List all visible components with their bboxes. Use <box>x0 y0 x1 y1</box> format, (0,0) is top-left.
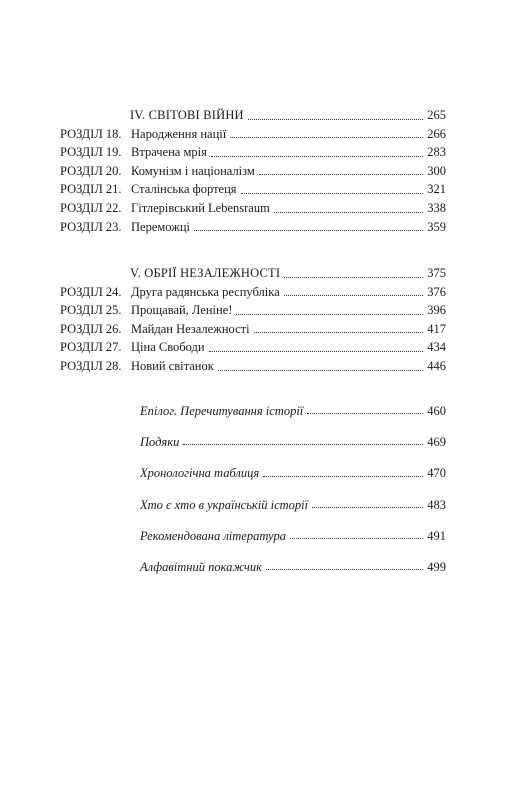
chapter-title: Новий світанок <box>131 358 214 373</box>
page-number: 417 <box>427 321 446 336</box>
chapter-number: РОЗДІЛ 25. <box>60 303 122 318</box>
page-number: 321 <box>427 182 446 197</box>
page-number: 469 <box>427 435 446 450</box>
toc-chapter-row <box>60 199 446 218</box>
extra-title: Епілог. Перечитування історії <box>140 404 304 418</box>
page-number: 265 <box>427 108 446 122</box>
part-title: V. ОБРІЇ НЕЗАЛЕЖНОСТІ <box>130 266 281 280</box>
toc-back-matter <box>140 396 446 583</box>
page-number: 375 <box>427 266 446 280</box>
page-number: 491 <box>427 528 446 543</box>
page-number: 483 <box>427 497 446 512</box>
extra-title: Алфавітний покажчик <box>140 559 262 574</box>
dot-leader <box>284 267 423 278</box>
chapter-number: РОЗДІЛ 23. <box>60 219 122 234</box>
page-number: 446 <box>427 358 446 373</box>
chapter-title: Ціна Свободи <box>131 340 205 355</box>
dot-leader <box>263 466 423 477</box>
toc-chapter-row <box>60 162 446 181</box>
page-number: 266 <box>427 126 446 141</box>
dot-leader <box>218 360 423 371</box>
toc-chapter-row <box>60 283 446 302</box>
toc-chapter-row <box>60 320 446 339</box>
page-number: 376 <box>427 284 446 299</box>
chapter-title: Втрачена мрія <box>131 145 207 160</box>
chapter-title: Гітлерівський Lebensraum <box>131 200 270 215</box>
part-title: IV. СВІТОВІ ВІЙНИ <box>130 108 244 122</box>
chapter-number: РОЗДІЛ 24. <box>60 284 122 299</box>
page-number: 434 <box>427 340 446 355</box>
chapter-number: РОЗДІЛ 28. <box>60 358 122 373</box>
toc-extra-row <box>140 427 446 458</box>
dot-leader <box>274 202 423 213</box>
toc-chapter-row <box>60 338 446 357</box>
toc-chapter-row <box>60 180 446 199</box>
chapter-title: Прощавай, Леніне! <box>131 303 233 318</box>
extra-title: Рекомендована література <box>140 528 286 543</box>
chapter-number: РОЗДІЛ 20. <box>60 163 122 178</box>
page-number: 359 <box>427 219 446 234</box>
dot-leader <box>248 109 423 120</box>
chapter-title: Сталінська фортеця <box>131 182 237 197</box>
dot-leader <box>209 341 424 352</box>
dot-leader <box>259 164 423 175</box>
chapter-number: РОЗДІЛ 22. <box>60 200 122 215</box>
toc-part-title <box>60 264 446 283</box>
dot-leader <box>241 183 424 194</box>
chapter-title: Народження нації <box>131 126 227 141</box>
chapter-number: РОЗДІЛ 21. <box>60 182 122 197</box>
dot-leader <box>254 322 424 333</box>
dot-leader <box>284 285 424 296</box>
toc-extra-row <box>140 396 446 427</box>
chapter-number: РОЗДІЛ 26. <box>60 321 122 336</box>
extra-title: Хто є хто в українській історії <box>140 497 309 512</box>
toc-extra-row <box>140 490 446 521</box>
toc-part-iv <box>60 106 446 236</box>
dot-leader <box>194 220 423 231</box>
page-number: 396 <box>427 303 446 318</box>
dot-leader <box>236 304 423 315</box>
chapter-title: Переможці <box>131 219 191 234</box>
toc-chapter-row <box>60 218 446 237</box>
dot-leader <box>211 146 423 157</box>
dot-leader <box>307 403 423 414</box>
page-number: 470 <box>427 466 446 481</box>
toc-part-v <box>60 264 446 376</box>
chapter-number: РОЗДІЛ 19. <box>60 145 122 160</box>
extra-title: Подяки <box>140 435 180 450</box>
dot-leader <box>230 127 423 138</box>
toc-part-title <box>60 106 446 125</box>
page-number: 283 <box>427 145 446 160</box>
toc-chapter-row <box>60 125 446 144</box>
chapter-title: Майдан Незалежності <box>131 321 250 336</box>
page-number: 460 <box>427 404 446 418</box>
toc-chapter-row <box>60 357 446 376</box>
chapter-title: Комунізм і націоналізм <box>131 163 255 178</box>
toc-extra-row <box>140 552 446 583</box>
dot-leader <box>312 497 423 508</box>
chapter-number: РОЗДІЛ 27. <box>60 340 122 355</box>
dot-leader <box>266 559 423 570</box>
toc-chapter-row <box>60 143 446 162</box>
page-number: 300 <box>427 163 446 178</box>
page-number: 338 <box>427 200 446 215</box>
toc-extra-row <box>140 458 446 489</box>
toc-chapter-row <box>60 301 446 320</box>
chapter-title: Друга радянська республіка <box>131 284 280 299</box>
dot-leader <box>183 434 423 445</box>
chapter-number: РОЗДІЛ 18. <box>60 126 122 141</box>
dot-leader <box>290 528 423 539</box>
extra-title: Хронологічна таблиця <box>140 466 260 481</box>
toc-extra-row <box>140 521 446 552</box>
page-number: 499 <box>427 559 446 574</box>
